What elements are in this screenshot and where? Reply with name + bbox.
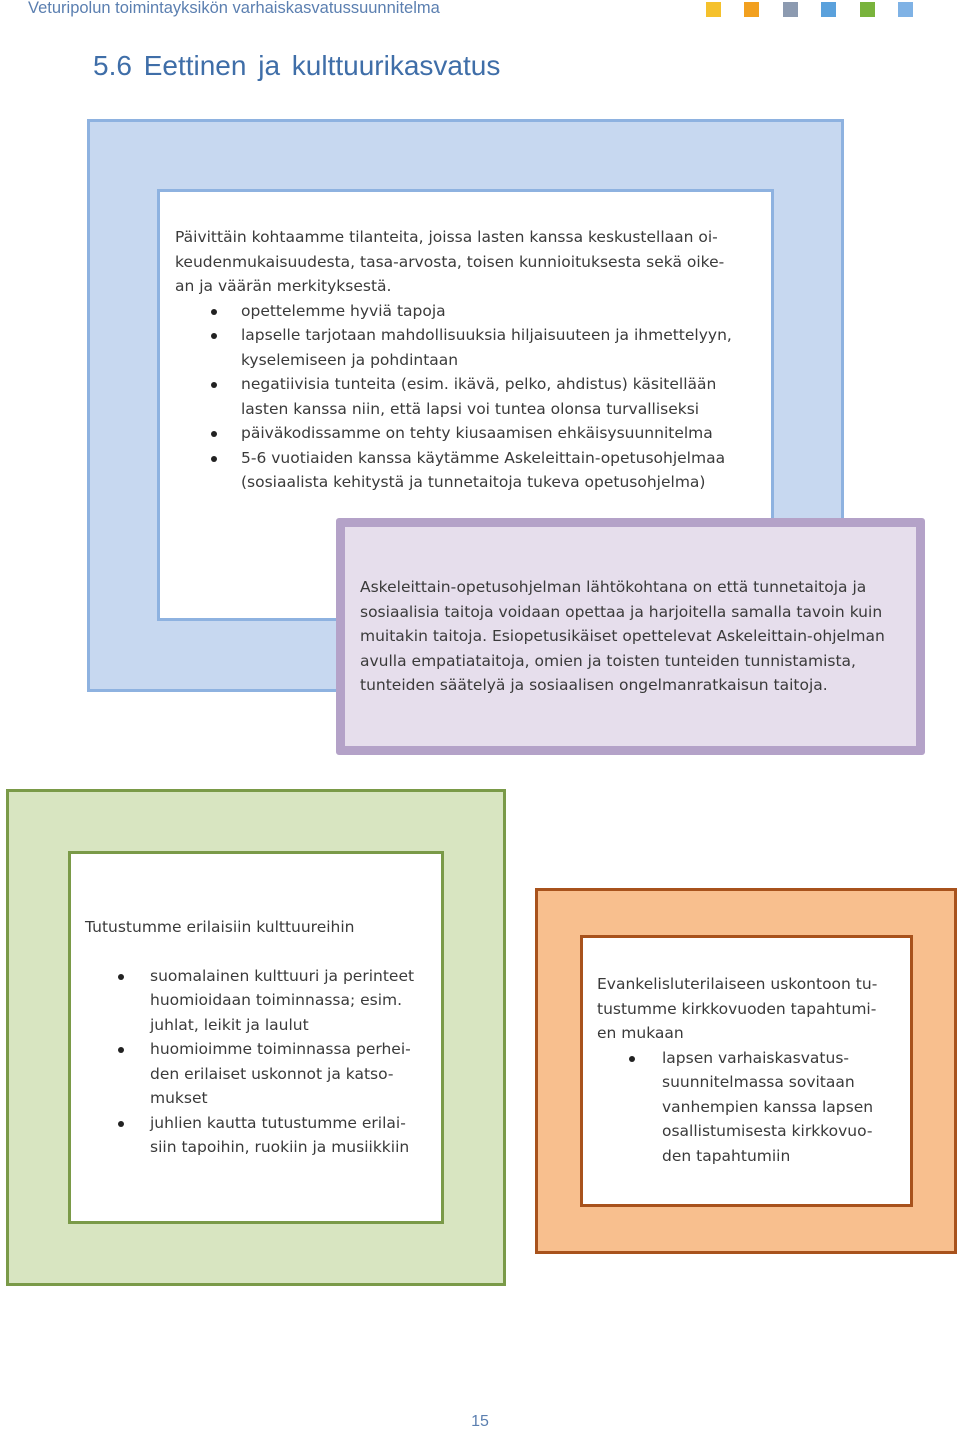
- list-item: [85, 1037, 435, 1111]
- bullet-icon: [211, 333, 217, 339]
- green-box-text: [85, 915, 435, 1160]
- purple-line: tunteiden säätelyä ja sosiaalisen ongelmanratkaisun taitoja.: [360, 676, 828, 694]
- blue-box-text: [175, 225, 765, 495]
- list-item: [175, 421, 765, 446]
- list-item-line: den tapahtumiin: [662, 1146, 791, 1165]
- blue-box-list: [175, 299, 765, 495]
- list-item-line: osallistumisesta kirkkovuo-: [662, 1122, 873, 1140]
- bullet-icon: [211, 309, 217, 315]
- header-square-lightblue: [898, 2, 913, 17]
- header-square-yellow: [706, 2, 721, 17]
- orange-line: tustumme kirkkovuoden tapahtumi-: [597, 999, 877, 1018]
- purple-line: sosiaalisia taitoja voidaan opettaa ja harjoitella samalla tavoin kuin: [360, 602, 883, 621]
- bullet-icon: [118, 1047, 124, 1053]
- header-square-green: [860, 2, 875, 17]
- page-number: 15: [471, 1413, 489, 1430]
- list-item: [175, 299, 765, 324]
- section-title: 5.6 Eettinen ja kulttuurikasvatus: [93, 50, 501, 81]
- bullet-icon: [118, 1121, 124, 1127]
- list-item-line: lapsen varhaiskasvatus-: [662, 1048, 849, 1067]
- list-item-line: suomalainen kulttuuri ja perinteet: [150, 966, 415, 985]
- orange-line: Evankelisluterilaiseen uskontoon tu-: [597, 975, 878, 993]
- orange-line: en mukaan: [597, 1024, 684, 1042]
- list-item-line: kyselemiseen ja pohdintaan: [241, 350, 459, 369]
- green-heading: Tutustumme erilaisiin kulttuureihin: [85, 918, 355, 936]
- purple-line: muitakin taitoja. Esiopetusikäiset opettelevat Askeleittain-ohjelman: [360, 627, 885, 645]
- document-header-title: Veturipolun toimintayksikön varhaiskasvatussuunnitelma: [28, 0, 440, 17]
- list-item-line: opettelemme hyviä tapoja: [241, 301, 446, 320]
- bullet-icon: [211, 431, 217, 437]
- list-item: [597, 1046, 907, 1169]
- purple-line: avulla empatiataitoja, omien ja toisten tunteiden tunnistamista,: [360, 651, 856, 670]
- purple-line: Askeleittain-opetusohjelman lähtökohtana on että tunnetaitoja ja: [360, 578, 867, 596]
- list-item-line: lasten kanssa niin, että lapsi voi tuntea olonsa turvalliseksi: [241, 399, 700, 418]
- list-item: [175, 446, 765, 495]
- blue-intro-line: an ja väärän merkityksestä.: [175, 277, 392, 295]
- bullet-icon: [629, 1056, 635, 1062]
- list-item: [175, 323, 765, 372]
- blue-box-intro: [175, 225, 765, 299]
- orange-box-text: [597, 972, 907, 1168]
- list-item-line: juhlat, leikit ja laulut: [150, 1015, 309, 1034]
- blue-intro-line: Päivittäin kohtaamme tilanteita, joissa lasten kanssa keskustellaan oi-: [175, 228, 718, 246]
- list-item-line: päiväkodissamme on tehty kiusaamisen ehkäisysuunnitelma: [241, 424, 713, 442]
- header-square-orange: [744, 2, 759, 17]
- bullet-icon: [211, 456, 217, 462]
- list-item: [85, 1111, 435, 1160]
- header-square-blue: [821, 2, 836, 17]
- orange-box-list: [597, 1046, 907, 1169]
- list-item: [85, 964, 435, 1038]
- list-item-line: lapselle tarjotaan mahdollisuuksia hiljaisuuteen ja ihmettelyyn,: [241, 326, 732, 344]
- list-item-line: huomioidaan toiminnassa; esim.: [150, 991, 403, 1009]
- blue-intro-line: keudenmukaisuudesta, tasa-arvosta, toisen kunnioituksesta sekä oike-: [175, 252, 725, 271]
- bullet-icon: [211, 382, 217, 388]
- list-item-line: vanhempien kanssa lapsen: [662, 1097, 874, 1116]
- header-square-gray: [783, 2, 798, 17]
- list-item-line: den erilaiset uskonnot ja katso-: [150, 1064, 394, 1083]
- list-item-line: 5-6 vuotiaiden kanssa käytämme Askeleittain-opetusohjelmaa: [241, 448, 726, 467]
- list-item-line: huomioimme toiminnassa perhei-: [150, 1040, 411, 1058]
- list-item-line: mukset: [150, 1089, 208, 1107]
- list-item-line: negatiivisia tunteita (esim. ikävä, pelko, ahdistus) käsitellään: [241, 375, 717, 393]
- purple-box-text: [360, 575, 920, 698]
- green-box-list: [85, 964, 435, 1160]
- list-item-line: suunnitelmassa sovitaan: [662, 1073, 855, 1091]
- list-item-line: siin tapoihin, ruokiin ja musiikkiin: [150, 1138, 410, 1156]
- list-item: [175, 372, 765, 421]
- bullet-icon: [118, 974, 124, 980]
- list-item-line: (sosiaalista kehitystä ja tunnetaitoja tukeva opetusohjelma): [241, 473, 706, 491]
- list-item-line: juhlien kautta tutustumme erilai-: [150, 1113, 406, 1132]
